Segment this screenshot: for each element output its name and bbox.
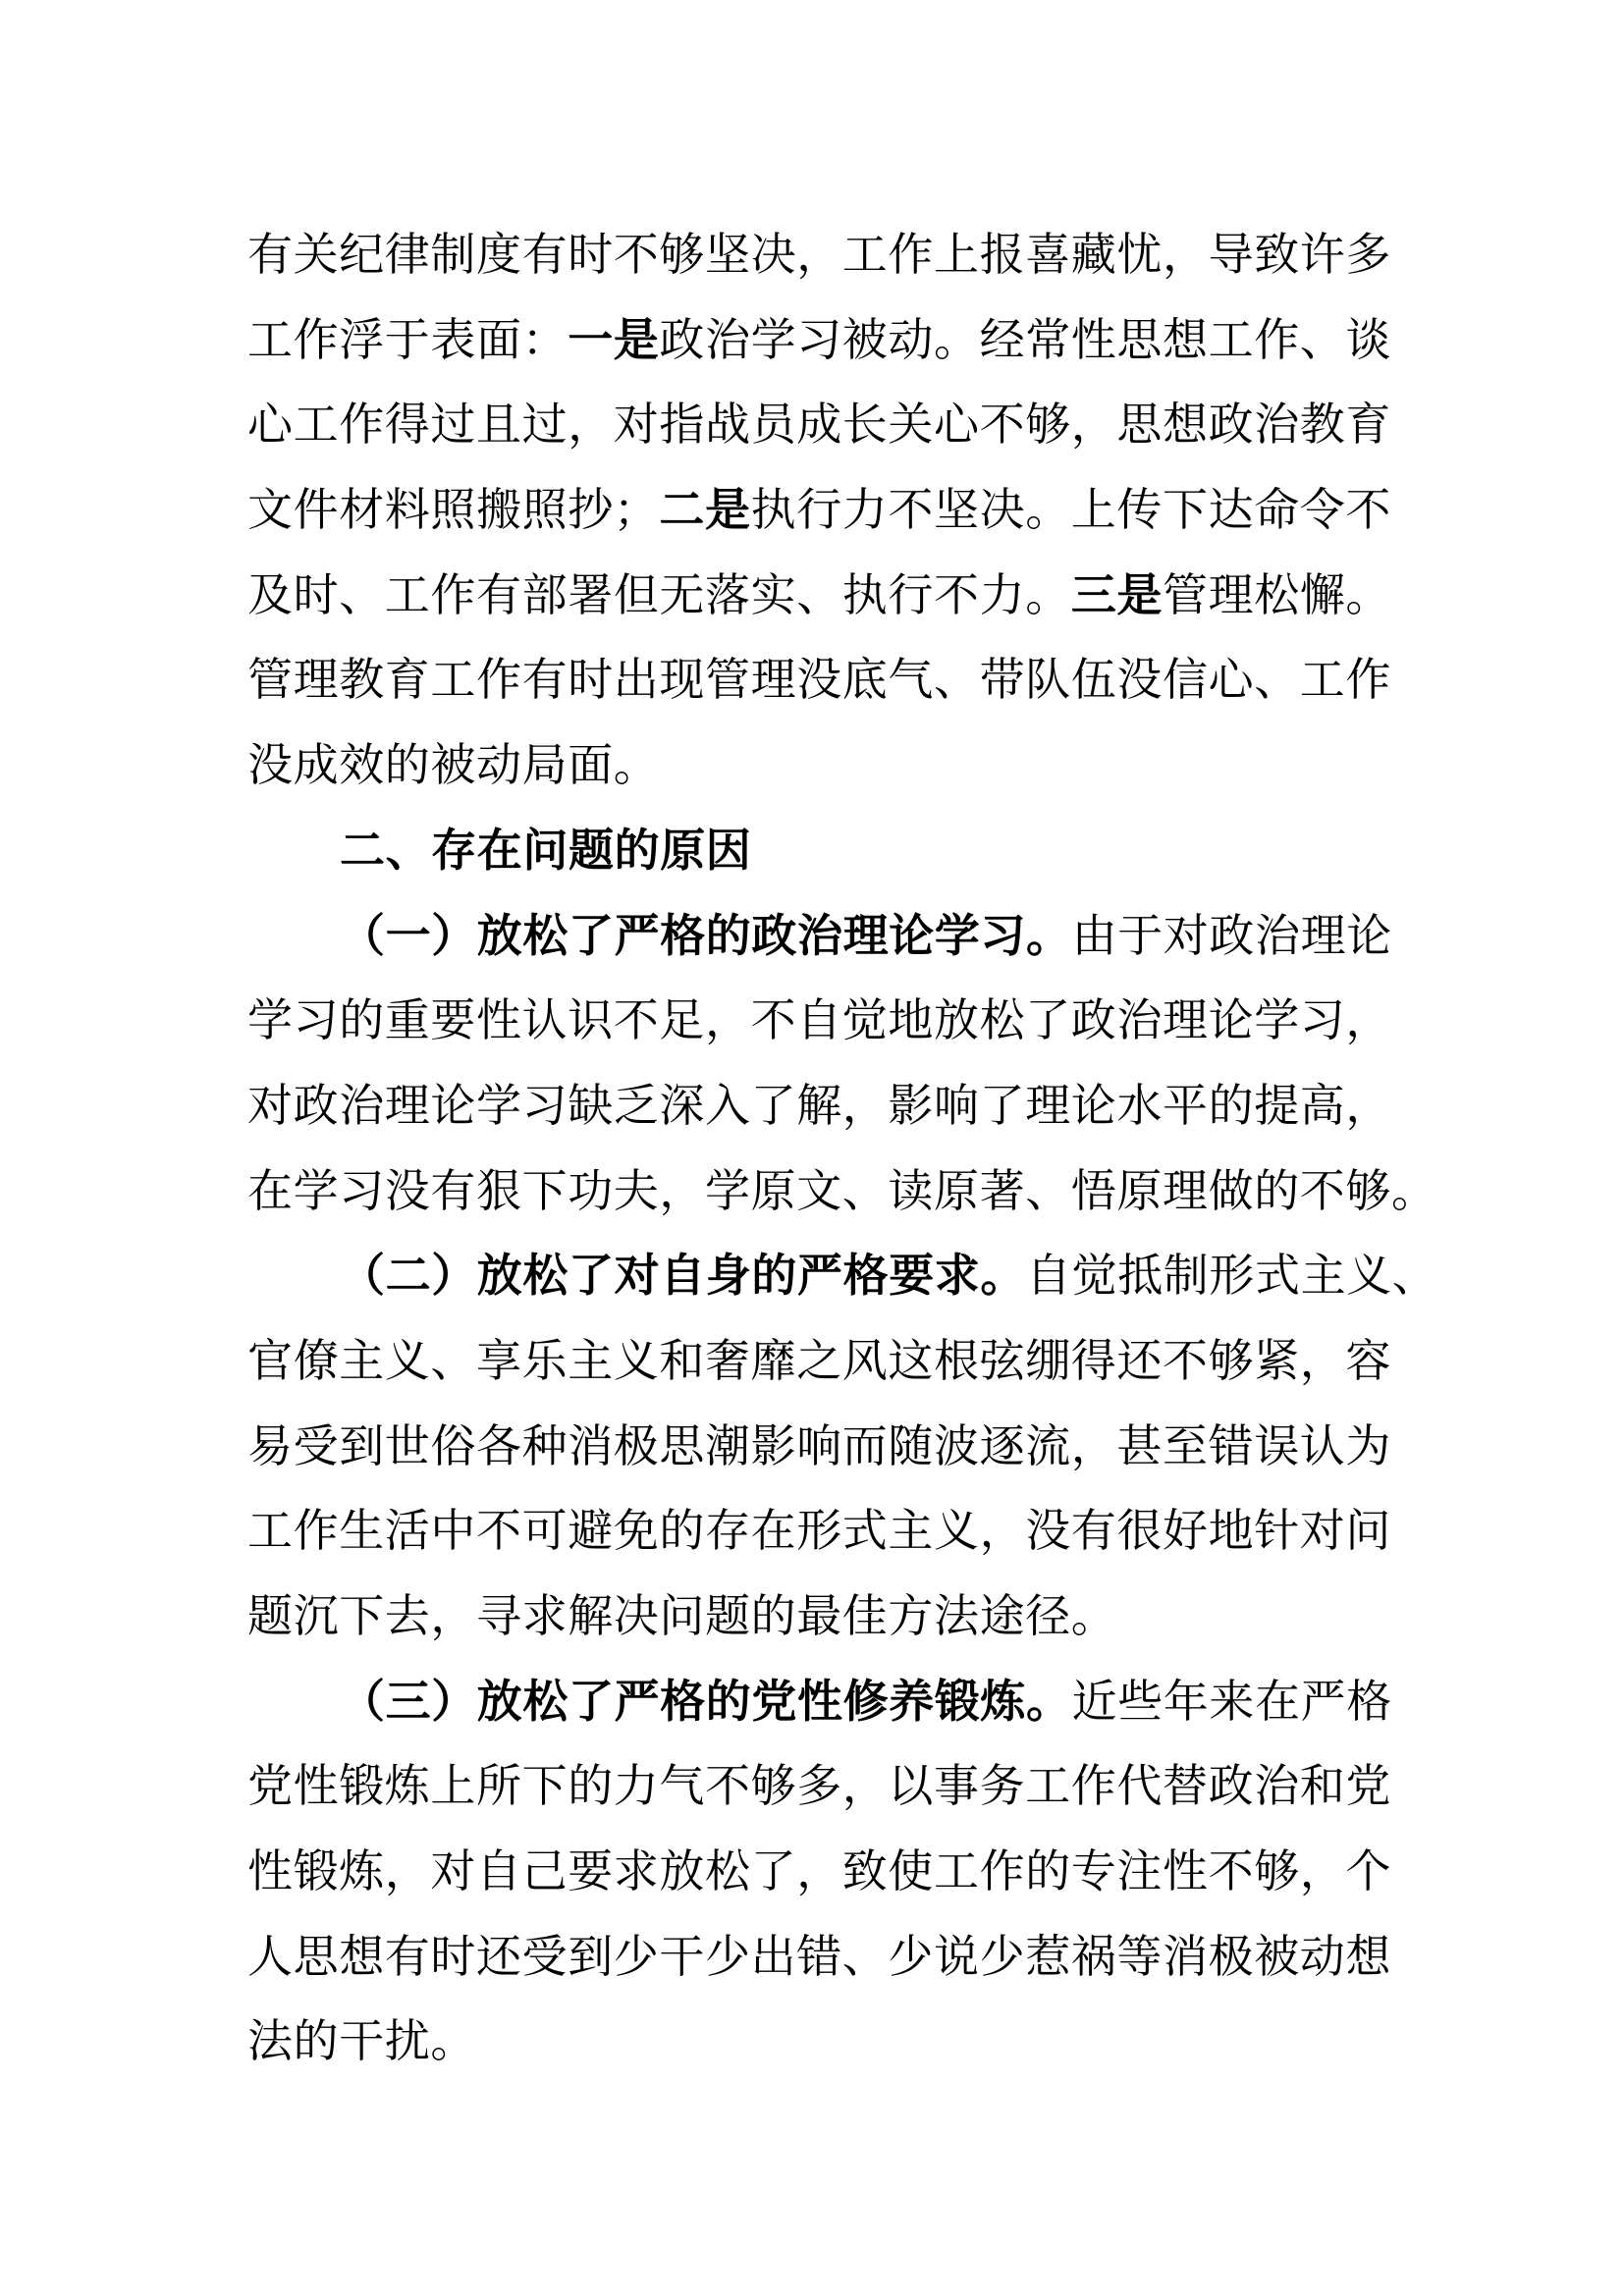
document-body — [247, 212, 1438, 2084]
bold-run-er-shi: 二是 — [659, 483, 751, 537]
paragraph-line: 题沉下去，寻求解决问题的最佳方法途径。 — [247, 1589, 1117, 1642]
text-run: 心工作得过且过，对指战员成长关心不够，思想政治教育 — [247, 398, 1391, 452]
paragraph-line: 对政治理论学习缺乏深入了解，影响了理论水平的提高， — [247, 1078, 1391, 1132]
text-run: 文件材料照搬照抄； — [247, 483, 660, 537]
subsection-1-label: （一）放松了严格的政治理论学习。 — [340, 908, 1072, 962]
paragraph-line: 在学习没有狠下功夫，学原文、读原著、悟原理做的不够。 — [247, 1163, 1437, 1217]
text-run: 政治学习被动。经常性思想工作、谈 — [659, 312, 1392, 366]
paragraph-line — [247, 722, 1386, 808]
section-heading: 二、存在问题的原因 — [340, 823, 752, 877]
paragraph-line — [247, 297, 1392, 383]
paragraph-line: 人思想有时还受到少干少出错、少说少惹祸等消极被动想 — [247, 1929, 1391, 1983]
paragraph-line: 官僚主义、享乐主义和奢靡之风这根弦绷得还不够紧，容 — [247, 1333, 1391, 1387]
text-run: 由于对政治理论 — [1071, 908, 1392, 962]
text-run: 自觉抵制形式主义、 — [1026, 1249, 1438, 1303]
paragraph-line: 易受到世俗各种消极思潮影响而随波逐流，甚至错误认为 — [247, 1418, 1391, 1472]
subsection-2-first-line — [247, 1233, 1438, 1318]
subsection-3-label: （三）放松了严格的党性修养锻炼。 — [340, 1674, 1072, 1728]
subsection-2-label: （二）放松了对自身的严格要求。 — [340, 1249, 1026, 1303]
subsection-1-first-line — [247, 893, 1392, 979]
paragraph-line — [247, 553, 1392, 638]
text-run: 及时、工作有部署但无落实、执行不力。 — [247, 567, 1071, 621]
paragraph-line: 工作生活中不可避免的存在形式主义，没有很好地针对问 — [247, 1504, 1391, 1558]
text-run: 有关纪律制度有时不够坚决，工作上报喜藏忧，导致许多 — [247, 228, 1391, 281]
text-run: 工作浮于表面： — [247, 312, 568, 366]
text-run: 没成效的被动局面。 — [247, 738, 660, 792]
text-run: 执行力不坚决。上传下达命令不 — [750, 483, 1392, 537]
subsection-3-first-line — [247, 1659, 1392, 1744]
paragraph-line: 法的干扰。 — [247, 2014, 476, 2068]
bold-run-san-shi: 三是 — [1070, 567, 1164, 621]
text-run: 管理松懈。 — [1163, 567, 1392, 621]
paragraph-line — [247, 382, 1391, 467]
paragraph-line: 学习的重要性认识不足，不自觉地放松了政治理论学习， — [247, 993, 1391, 1047]
paragraph-line — [247, 212, 1391, 297]
paragraph-line: 党性锻炼上所下的力气不够多，以事务工作代替政治和党 — [247, 1759, 1391, 1813]
paragraph-line — [247, 467, 1392, 553]
text-run: 管理教育工作有时出现管理没底气、带队伍没信心、工作 — [247, 653, 1391, 707]
text-run: 近些年来在严格 — [1071, 1674, 1392, 1728]
paragraph-line — [247, 637, 1391, 722]
bold-run-yi-shi: 一是 — [568, 312, 660, 366]
paragraph-line: 性锻炼，对自己要求放松了，致使工作的专注性不够，个 — [247, 1844, 1391, 1898]
